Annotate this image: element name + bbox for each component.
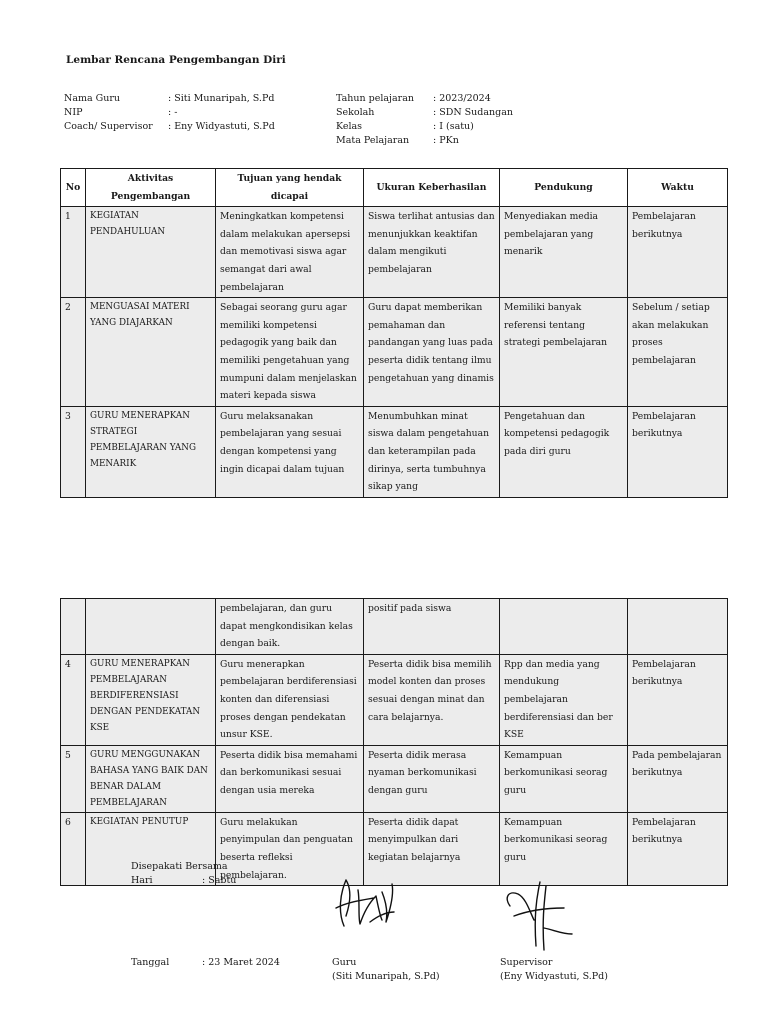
cell-goal: Sebagai seorang guru agar memiliki kompetensi pedagogik yang baik dan memiliki pengetahuan yang mumpuni dalam menjelaskan materi kepada siswa [216,298,364,407]
cell-activity: GURU MENERAPKAN PEMBELAJARAN BERDIFERENSIASI DENGAN PENDEKATAN KSE [86,654,216,745]
day-label: Hari [131,875,153,886]
plan-table-page2 [60,598,728,886]
info-label: Nama Guru [64,93,121,104]
date-value: : 23 Maret 2024 [202,957,280,968]
info-label: Kelas [336,121,363,132]
header-time: Waktu [628,169,728,207]
cell-time: Pembelajaran berikutnya [628,812,728,885]
cell-activity: MENGUASAI MATERI YANG DIAJARKAN [86,298,216,407]
cell-success-measure: Menumbuhkan minat siswa dalam pengetahuan dan keterampilan pada dirinya, serta tumbuhnya sikap yang [364,406,500,497]
guru-role: Guru [332,957,357,968]
cell-support: Memiliki banyak referensi tentang strategi pembelajaran [500,298,628,407]
header-no: No [61,169,86,207]
cell-success-measure: Guru dapat memberikan pemahaman dan pandangan yang luas pada peserta didik tentang ilmu pengetahuan yang dinamis [364,298,500,407]
cell-support: Kemampuan berkomunikasi seorag guru [500,745,628,812]
guru-signature [330,872,404,936]
info-value: : Eny Widyastuti, S.Pd [168,121,275,132]
cell-success-measure: Peserta didik dapat menyimpulkan dari kegiatan belajarnya [364,812,500,885]
document-title: Lembar Rencana Pengembangan Diri [66,54,286,66]
cell-time: Pembelajaran berikutnya [628,406,728,497]
cell-support: Rpp dan media yang mendukung pembelajaran berdiferensiasi dan ber KSE [500,654,628,745]
cell-success-measure: positif pada siswa [364,599,500,655]
header-activity: Aktivitas Pengembangan [86,169,216,207]
supervisor-role: Supervisor [500,957,553,968]
cell-no: 3 [61,406,86,497]
table-row [61,654,728,745]
header-success-measure: Ukuran Keberhasilan [364,169,500,207]
info-label: Coach/ Supervisor [64,121,153,132]
cell-no: 2 [61,298,86,407]
header-goal: Tujuan yang hendak dicapai [216,169,364,207]
guru-name: (Siti Munaripah, S.Pd) [332,971,440,982]
info-label: Sekolah [336,107,375,118]
cell-goal: pembelajaran, dan guru dapat mengkondisikan kelas dengan baik. [216,599,364,655]
cell-support: Pengetahuan dan kompetensi pedagogik pada diri guru [500,406,628,497]
table-row [61,599,728,655]
info-label: Mata Pelajaran [336,135,410,146]
cell-support [500,599,628,655]
cell-time: Pembelajaran berikutnya [628,207,728,298]
cell-support: Menyediakan media pembelajaran yang menarik [500,207,628,298]
table-row [61,207,728,298]
info-right [336,92,576,148]
cell-no: 1 [61,207,86,298]
cell-success-measure: Peserta didik bisa memilih model konten dan proses sesuai dengan minat dan cara belajarnya. [364,654,500,745]
cell-activity: KEGIATAN PENUTUP [86,812,216,885]
date-label: Tanggal [131,957,170,968]
table-row [61,745,728,812]
cell-activity [86,599,216,655]
table-row [61,406,728,497]
cell-no: 6 [61,812,86,885]
cell-no: 5 [61,745,86,812]
cell-support: Kemampuan berkomunikasi seorag guru [500,812,628,885]
cell-time: Pada pembelajaran berikutnya [628,745,728,812]
cell-activity: GURU MENERAPKAN STRATEGI PEMBELAJARAN YANG MENARIK [86,406,216,497]
cell-goal: Guru menerapkan pembelajaran berdiferensiasi konten dan diferensiasi proses dengan pendekatan unsur KSE. [216,654,364,745]
info-value: : SDN Sudangan [433,107,514,118]
cell-time: Pembelajaran berikutnya [628,654,728,745]
cell-no [61,599,86,655]
info-value: : PKn [433,135,459,146]
info-label: Tahun pelajaran [336,93,414,104]
info-value: : - [168,107,178,118]
info-left [64,92,304,134]
supervisor-name: (Eny Widyastuti, S.Pd) [500,971,608,982]
cell-success-measure: Peserta didik merasa nyaman berkomunikasi dengan guru [364,745,500,812]
table-row [61,298,728,407]
info-label: NIP [64,107,83,118]
info-value: : I (satu) [433,121,474,132]
cell-success-measure: Siswa terlihat antusias dan menunjukkan keaktifan dalam mengikuti pembelajaran [364,207,500,298]
supervisor-signature [500,876,582,956]
info-value: : 2023/2024 [433,93,491,104]
cell-no: 4 [61,654,86,745]
header-support: Pendukung [500,169,628,207]
info-value: : Siti Munaripah, S.Pd [168,93,275,104]
cell-activity: GURU MENGGUNAKAN BAHASA YANG BAIK DAN BENAR DALAM PEMBELAJARAN [86,745,216,812]
cell-time: Sebelum / setiap akan melakukan proses pembelajaran [628,298,728,407]
cell-goal: Meningkatkan kompetensi dalam melakukan apersepsi dan memotivasi siswa agar semangat dari awal pembelajaran [216,207,364,298]
table-header-row [61,169,728,207]
cell-goal: Peserta didik bisa memahami dan berkomunikasi sesuai dengan usia mereka [216,745,364,812]
day-value: : Sabtu [202,875,237,886]
plan-table-page1 [60,168,728,498]
cell-time [628,599,728,655]
agreement-heading: Disepakati Bersama [131,861,228,872]
cell-goal: Guru melaksanakan pembelajaran yang sesuai dengan kompetensi yang ingin dicapai dalam tujuan [216,406,364,497]
cell-activity: KEGIATAN PENDAHULUAN [86,207,216,298]
cell-goal: Guru melakukan penyimpulan dan penguatan beserta refleksi pembelajaran. [216,812,364,885]
